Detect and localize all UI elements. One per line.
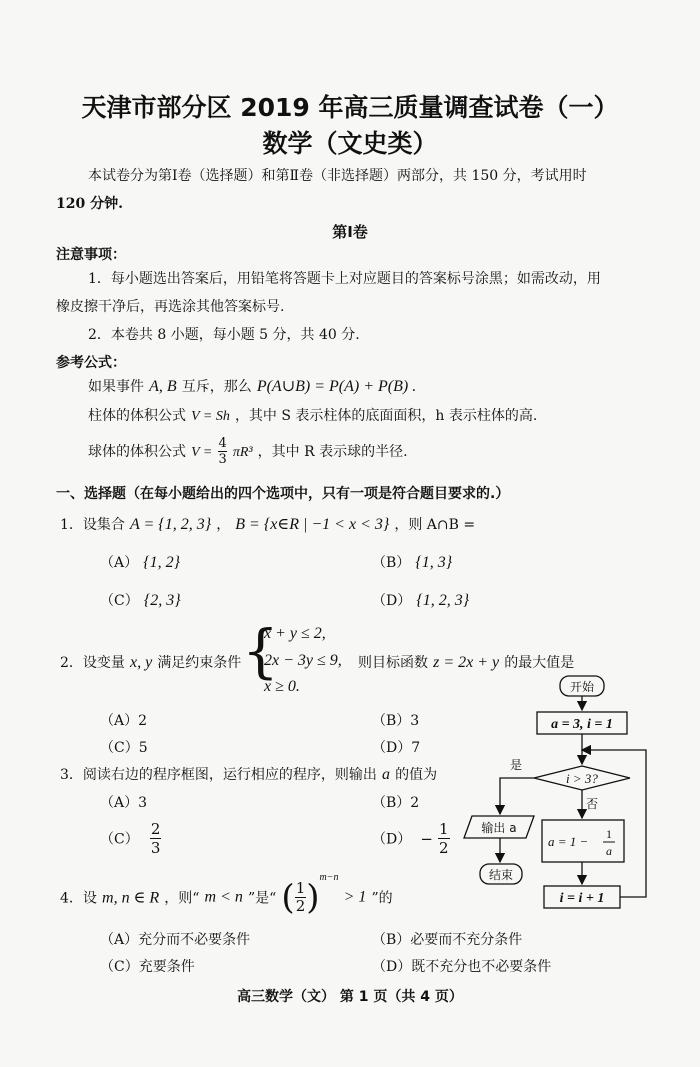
intro-line-1: 本试卷分为第Ⅰ卷（选择题）和第Ⅱ卷（非选择题）两部分，共 150 分，考试用时	[88, 168, 587, 184]
fraction-1-2: $\frac{1}{2}$	[439, 820, 449, 857]
notes-heading: 注意事项：	[56, 247, 126, 263]
q2-option-c: （C）5	[100, 740, 148, 756]
increment-label: i = i + 1	[559, 891, 605, 906]
formula-3: 球体的体积公式 V = $\frac{4}{3}$ πR³ ，其中 R 表示球的半径.	[88, 436, 408, 467]
q3-option-d: （D） − $\frac{1}{2}$	[372, 820, 449, 857]
q4-option-c: （C）充要条件	[100, 959, 195, 975]
q1-option-b: （B） {1, 3}	[372, 554, 453, 571]
assign-label: a = 1 −	[548, 834, 589, 849]
fraction-1-2-base: $\frac{1}{2}$	[295, 879, 306, 915]
init-label: a = 3, i = 1	[551, 717, 613, 732]
end-label: 结束	[488, 868, 514, 882]
formulas-heading: 参考公式：	[56, 355, 126, 371]
part1-heading: 一、选择题（在每小题给出的四个选项中，只有一项是符合题目要求的.）	[56, 486, 510, 502]
fraction-2-3: $\frac{2}{3}$	[150, 820, 161, 857]
no-label: 否	[586, 797, 599, 811]
q4-stem: 4．设 m, n ∈ R ，则“ m < n ”是“ ( $\frac{1}{2}$ )$^{m-n}$ > 1 ”的	[60, 872, 393, 918]
q2-option-a: （A）2	[100, 713, 148, 729]
fraction-4-3: $\frac{4}{3}$	[218, 436, 227, 467]
q3-stem: 3．阅读右边的程序框图，运行相应的程序，则输出 a 的值为	[60, 766, 438, 783]
notes-item-1-cont: 橡皮擦干净后，再选涂其他答案标号.	[56, 299, 285, 315]
yes-label: 是	[510, 758, 523, 772]
q1-option-d: （D） {1, 2, 3}	[372, 592, 470, 609]
q2-option-b: （B）3	[372, 713, 420, 729]
q4-option-a: （A）充分而不必要条件	[100, 932, 251, 948]
page-subtitle: 数学（文史类）	[262, 129, 438, 158]
q2-objective: 则目标函数 z = 2x + y 的最大值是	[358, 654, 575, 671]
output-label: 输出 a	[481, 821, 517, 835]
q1-option-c: （C） {2, 3}	[100, 592, 181, 609]
q1-option-a: （A） {1, 2}	[100, 554, 181, 571]
constraint-1: x + y ≤ 2,	[264, 625, 326, 642]
start-label: 开始	[569, 680, 595, 694]
formula-1: 如果事件 A, B 互斥，那么 P(A∪B) = P(A) + P(B) .	[88, 378, 417, 395]
constraint-brace: {	[242, 617, 279, 685]
q3-option-b: （B）2	[372, 795, 420, 811]
q1-stem: 1．设集合 A = {1, 2, 3} ， B = {x∈R | −1 < x < 3} ，则 A∩B =	[60, 516, 476, 533]
program-flowchart	[458, 670, 672, 920]
constraint-3: x ≥ 0.	[264, 678, 300, 695]
notes-item-2: 2．本卷共 8 小题，每小题 5 分，共 40 分.	[88, 327, 360, 343]
q2-option-d: （D）7	[372, 740, 421, 756]
q2-stem: 2．设变量 x, y 满足约束条件	[60, 654, 242, 671]
formula-2: 柱体的体积公式 V = Sh ，其中 S 表示柱体的底面面积，h 表示柱体的高.	[88, 408, 538, 424]
assign-den: a	[606, 844, 612, 858]
q4-option-d: （D）既不充分也不必要条件	[372, 959, 552, 975]
section-heading: 第Ⅰ卷	[332, 223, 368, 241]
constraint-2: 2x − 3y ≤ 9,	[264, 652, 342, 669]
page-title: 天津市部分区 2019 年高三质量调查试卷（一）	[81, 93, 619, 122]
decision-label: i > 3?	[566, 771, 598, 786]
page-footer: 高三数学（文） 第 1 页（共 4 页）	[237, 989, 463, 1005]
intro-line-2: 120 分钟.	[56, 196, 123, 212]
notes-item-1: 1．每小题选出答案后，用铅笔将答题卡上对应题目的答案标号涂黑；如需改动，用	[88, 271, 601, 287]
assign-num: 1	[606, 827, 612, 841]
q3-option-c: （C） $\frac{2}{3}$	[100, 820, 161, 857]
q3-option-a: （A）3	[100, 795, 148, 811]
q4-option-b: （B）必要而不充分条件	[372, 932, 523, 948]
